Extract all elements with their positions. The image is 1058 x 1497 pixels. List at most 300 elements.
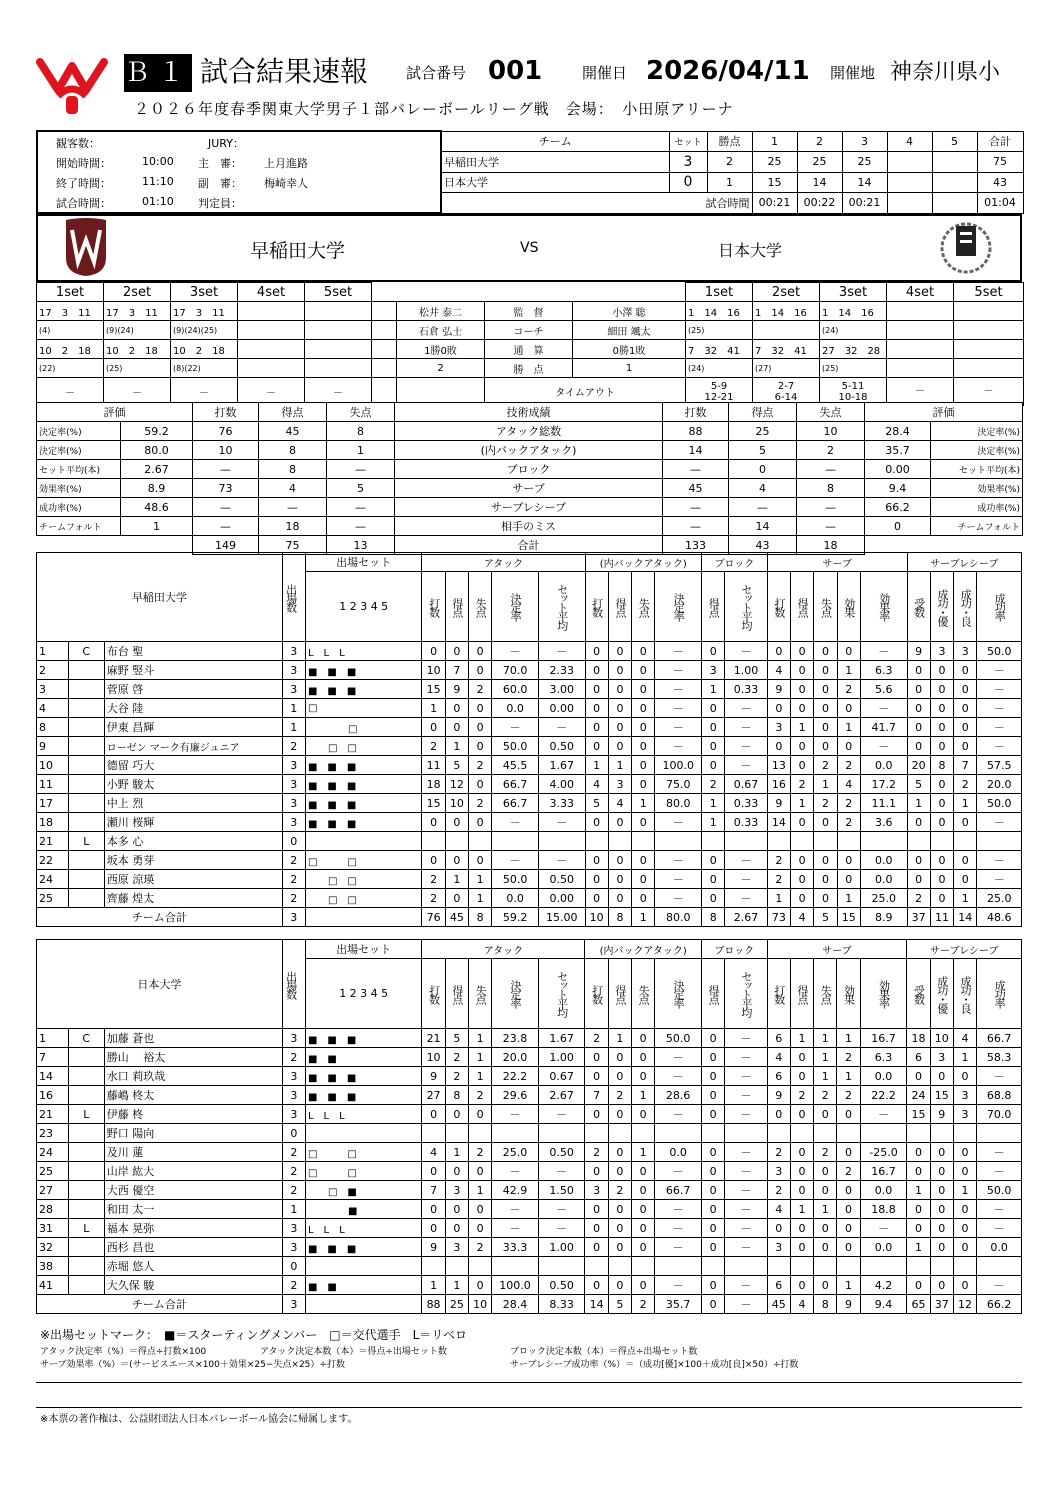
player-cell: 2 xyxy=(469,794,492,813)
player-cell: 25.0 xyxy=(492,1143,539,1162)
col-head-label: 失点 xyxy=(474,597,488,616)
team-total-cell: 76 xyxy=(422,908,445,927)
player-cell: 0.50 xyxy=(538,1143,585,1162)
player-cell: 1 xyxy=(469,870,492,889)
player-cell: 坂本 勇芽 xyxy=(104,851,282,870)
player-cell: 3 xyxy=(767,718,790,737)
player-cell: 11 xyxy=(422,756,445,775)
player-cell: 9 xyxy=(767,680,790,699)
player-cell: 0 xyxy=(791,661,814,680)
away-score-8: 43 xyxy=(977,172,1023,193)
tech-cell: 14 xyxy=(729,517,797,536)
player-cell: 0 xyxy=(814,718,837,737)
player-cell: 14 xyxy=(37,1067,69,1086)
player-cell: 1 xyxy=(790,1029,813,1048)
tech-head-3: 失点 xyxy=(327,403,395,422)
col-head-label: 受数 xyxy=(912,597,926,616)
player-cell: 及川 蓮 xyxy=(104,1143,282,1162)
player-cell: 18 xyxy=(37,813,69,832)
tech-total-1: 75 xyxy=(259,536,327,555)
player-cell xyxy=(701,1257,724,1276)
away-set-cell: (25) xyxy=(686,321,753,340)
player-cell: ■ ■ ■ xyxy=(305,775,421,794)
tech-cell: 2.67 xyxy=(121,460,193,479)
player-cell: 2 xyxy=(837,680,860,699)
player-cell: 0 xyxy=(814,813,837,832)
player-cell xyxy=(977,1257,1022,1276)
player-cell: 16.7 xyxy=(860,1162,907,1181)
player-cell xyxy=(655,1124,702,1143)
player-cell: 0 xyxy=(953,1238,976,1257)
player-cell: 0 xyxy=(282,1257,305,1276)
player-cell: 0 xyxy=(608,1219,631,1238)
away-staff-2: 0勝1敗 xyxy=(573,340,686,359)
away-set-cell: 7 32 41 xyxy=(686,340,753,359)
info-2-3: 梅崎幸人 xyxy=(264,177,308,190)
team-total-cell: 4 xyxy=(791,908,814,927)
player-cell: 2 xyxy=(422,889,445,908)
away-set-cell: (24) xyxy=(820,321,887,340)
player-cell: － xyxy=(977,813,1022,832)
player-cell: ■ ■ xyxy=(305,1048,421,1067)
team-total-cell: 11 xyxy=(930,908,953,927)
set4-time xyxy=(887,193,932,214)
player-cell: － xyxy=(538,642,585,661)
player-cell: 2 xyxy=(837,794,860,813)
home-set-cell: (8)(22) xyxy=(171,359,238,378)
player-cell: 0 xyxy=(930,1200,953,1219)
tech-cell: 35.7 xyxy=(865,441,931,460)
player-cell: 0 xyxy=(701,1162,724,1181)
away-set-label-2: 3set xyxy=(820,283,887,302)
tech-cell: 48.6 xyxy=(121,498,193,517)
tech-cell: チームフォルト xyxy=(931,517,1023,536)
player-cell: 0 xyxy=(930,775,953,794)
player-cell: － xyxy=(977,699,1022,718)
player-cell: 1 xyxy=(837,1276,860,1295)
player-cell: － xyxy=(725,1181,767,1200)
player-cell: 0 xyxy=(585,642,608,661)
player-cell: 57.5 xyxy=(977,756,1022,775)
team-total-cell: 37 xyxy=(930,1295,953,1314)
tech-total-6: 18 xyxy=(797,536,865,555)
player-cell: 0.0 xyxy=(655,1143,702,1162)
player-cell: － xyxy=(538,1219,585,1238)
head-recv: サーブレシーブ xyxy=(907,940,1022,959)
player-cell: 0 xyxy=(445,1162,468,1181)
away-set-cell: (27) xyxy=(753,359,820,378)
player-cell: 1 xyxy=(632,1086,655,1105)
away-score-2: 1 xyxy=(707,172,752,193)
player-cell: 3 xyxy=(930,1048,953,1067)
player-cell: － xyxy=(725,718,767,737)
head-block: ブロック xyxy=(702,553,768,572)
player-cell: － xyxy=(492,642,539,661)
player-cell xyxy=(790,1257,813,1276)
player-cell: L L L xyxy=(305,1219,421,1238)
player-cell: 1 xyxy=(702,813,725,832)
player-cell: 0.00 xyxy=(538,889,585,908)
tech-cell: サーブレシーブ xyxy=(395,498,663,517)
col-head-label: 成功率 xyxy=(993,980,1007,1007)
player-cell: 2 xyxy=(282,1143,305,1162)
player-cell xyxy=(701,1124,724,1143)
player-cell xyxy=(68,870,104,889)
col-head-label: 打数 xyxy=(772,984,786,1003)
staff-role-0: 監 督 xyxy=(485,302,573,321)
col-head-17 xyxy=(860,572,907,642)
player-cell: 4.2 xyxy=(860,1276,907,1295)
player-cell: 0 xyxy=(585,851,608,870)
player-cell: 0 xyxy=(608,661,631,680)
home-set-cell: (9)(24) xyxy=(104,321,171,340)
col-head-4 xyxy=(469,572,492,642)
player-cell: 本多 心 xyxy=(104,832,282,851)
player-cell: 0 xyxy=(767,737,790,756)
player-cell: 17.2 xyxy=(860,775,907,794)
tech-cell: 9.4 xyxy=(865,479,931,498)
player-cell: 21 xyxy=(422,1029,445,1048)
team-total-cell: 88 xyxy=(422,1295,445,1314)
tech-cell: 決定率(%) xyxy=(931,441,1023,460)
player-cell: 0 xyxy=(701,1105,724,1124)
player-cell: － xyxy=(655,1067,702,1086)
tech-cell: — xyxy=(193,460,259,479)
player-cell xyxy=(538,1124,585,1143)
away-set-cell: 5-11 10-18 xyxy=(820,378,887,406)
away-score-3: 15 xyxy=(752,172,797,193)
player-cell: 0 xyxy=(585,1200,608,1219)
home-set-label-3: 4set xyxy=(238,283,305,302)
player-cell: 13 xyxy=(767,756,790,775)
player-cell: 18 xyxy=(422,775,445,794)
player-cell: 28 xyxy=(37,1200,69,1219)
player-cell: 0 xyxy=(701,1029,724,1048)
player-cell: 1 xyxy=(814,1067,837,1086)
player-cell: － xyxy=(725,642,767,661)
player-cell: 0 xyxy=(814,870,837,889)
player-cell: 2 xyxy=(282,1162,305,1181)
away-set-cell xyxy=(954,359,1024,378)
player-cell: 0.0 xyxy=(860,1181,907,1200)
player-cell: 7 xyxy=(445,661,468,680)
home-score-7 xyxy=(932,152,977,173)
col-head-label: 得点 xyxy=(795,984,809,1003)
player-cell xyxy=(305,832,421,851)
tech-cell: 66.2 xyxy=(865,498,931,517)
player-cell: 3 xyxy=(954,642,977,661)
player-cell: 1 xyxy=(702,794,725,813)
player-cell: 2 xyxy=(907,889,930,908)
venue-value: 神奈川県小 xyxy=(890,60,1001,85)
col-head-label: 得点 xyxy=(707,984,721,1003)
player-cell: 0 xyxy=(632,1029,655,1048)
col-head-2 xyxy=(422,572,445,642)
player-cell: 0 xyxy=(422,1200,445,1219)
player-cell: 0.67 xyxy=(538,1067,585,1086)
player-cell: 0 xyxy=(814,851,837,870)
player-cell: － xyxy=(725,870,767,889)
col-head-label: 決定率 xyxy=(672,980,686,1007)
sets-blank xyxy=(372,283,686,302)
player-cell: ■ ■ ■ xyxy=(305,1067,421,1086)
player-cell xyxy=(68,1162,104,1181)
col-head-2 xyxy=(422,959,445,1029)
player-cell: 0 xyxy=(632,756,655,775)
played-count-head xyxy=(282,553,305,642)
set1-time: 00:21 xyxy=(752,193,797,214)
home-set-cell xyxy=(238,302,305,321)
player-cell: 0 xyxy=(814,737,837,756)
player-cell: 0.0 xyxy=(492,889,539,908)
player-cell: 0.00 xyxy=(538,699,585,718)
player-cell: 0 xyxy=(953,1200,976,1219)
player-cell: 0 xyxy=(701,1067,724,1086)
formula-attack: アタック決定率（%）＝得点÷打数×100 xyxy=(40,1347,207,1357)
player-cell: 18.8 xyxy=(860,1200,907,1219)
player-cell: 16 xyxy=(767,775,790,794)
player-cell: 2 xyxy=(837,813,860,832)
col-head-7 xyxy=(585,572,608,642)
player-cell xyxy=(977,832,1022,851)
player-cell: 0 xyxy=(930,737,953,756)
player-cell: 0 xyxy=(585,870,608,889)
player-cell xyxy=(907,1257,930,1276)
player-cell: 0 xyxy=(608,889,631,908)
player-cell: 加藤 蒼也 xyxy=(104,1029,282,1048)
player-cell: 麻野 竪斗 xyxy=(104,661,282,680)
player-cell: 山岸 紘大 xyxy=(104,1162,282,1181)
player-cell: 15 xyxy=(422,680,445,699)
team-total-cell: 1 xyxy=(632,908,655,927)
player-cell: 0 xyxy=(469,851,492,870)
player-cell: 0 xyxy=(445,1219,468,1238)
team-total-cell: 15.00 xyxy=(538,908,585,927)
col-head-15 xyxy=(814,959,837,1029)
divider xyxy=(36,1407,1022,1408)
player-cell: ■ ■ ■ xyxy=(305,794,421,813)
player-cell: 齊藤 煌太 xyxy=(104,889,282,908)
away-set-cell xyxy=(887,321,954,340)
player-cell xyxy=(492,832,539,851)
player-cell: 0 xyxy=(632,718,655,737)
player-cell: － xyxy=(538,1200,585,1219)
team-total-cell: 2.67 xyxy=(725,908,767,927)
col-head-1: 1 2 3 4 5 xyxy=(305,572,421,642)
player-cell: 1 xyxy=(608,756,631,775)
away-set-cell: 27 32 28 xyxy=(820,340,887,359)
player-cell xyxy=(305,1257,421,1276)
info-1-3: 上月進路 xyxy=(264,157,308,170)
head-attack: アタック xyxy=(422,553,585,572)
tech-cell: 決定率(%) xyxy=(37,422,121,441)
player-cell: 0 xyxy=(445,642,468,661)
col-head-8 xyxy=(608,959,631,1029)
player-cell: 50.0 xyxy=(977,642,1022,661)
player-cell: － xyxy=(725,699,767,718)
player-cell: 0 xyxy=(469,737,492,756)
player-cell: 38 xyxy=(37,1257,69,1276)
player-cell: 0 xyxy=(585,1048,608,1067)
col-head-14 xyxy=(790,959,813,1029)
player-cell: 5.6 xyxy=(860,680,907,699)
head-set: 出場セット xyxy=(305,553,421,572)
player-cell: 0 xyxy=(907,1143,930,1162)
tech-cell: 8 xyxy=(259,441,327,460)
info-1-0: 開始時間： xyxy=(56,157,111,170)
player-cell: 0 xyxy=(422,718,445,737)
player-cell xyxy=(860,1124,907,1143)
player-cell: 80.0 xyxy=(655,794,702,813)
player-cell: － xyxy=(655,1105,702,1124)
player-cell: 0 xyxy=(422,1105,445,1124)
player-cell: 0 xyxy=(608,699,631,718)
player-cell: 2 xyxy=(469,756,492,775)
player-cell: L xyxy=(68,1105,104,1124)
player-cell: 0 xyxy=(907,1162,930,1181)
player-cell: 0 xyxy=(837,1238,860,1257)
player-cell: 0 xyxy=(608,1143,631,1162)
home-set-label-1: 2set xyxy=(104,283,171,302)
player-cell: 9 xyxy=(767,794,790,813)
player-cell: 1 xyxy=(907,1238,930,1257)
player-cell: 2 xyxy=(282,851,305,870)
player-cell xyxy=(814,1124,837,1143)
home-set-cell: － xyxy=(238,378,305,406)
player-cell: 0 xyxy=(632,1105,655,1124)
player-cell: 1.00 xyxy=(725,661,767,680)
player-cell: 0 xyxy=(814,1238,837,1257)
player-cell xyxy=(860,832,907,851)
player-cell: 0.0 xyxy=(860,1238,907,1257)
away-score-6 xyxy=(887,172,932,193)
player-cell: － xyxy=(655,680,702,699)
player-cell: － xyxy=(977,661,1022,680)
player-cell: 大西 優空 xyxy=(104,1181,282,1200)
player-cell xyxy=(725,832,767,851)
home-set-label-4: 5set xyxy=(305,283,372,302)
team-total-cell: 45 xyxy=(445,908,468,927)
sets-gap xyxy=(372,302,397,321)
player-cell: － xyxy=(977,1200,1022,1219)
player-cell: 0 xyxy=(907,870,930,889)
player-cell: 2 xyxy=(282,889,305,908)
player-cell: 0 xyxy=(953,1143,976,1162)
player-cell: 0 xyxy=(608,813,631,832)
player-cell: 0 xyxy=(814,1105,837,1124)
tech-cell: — xyxy=(327,498,395,517)
player-cell: 0 xyxy=(702,756,725,775)
col-head-label: 得点 xyxy=(450,597,464,616)
team-total-cell xyxy=(305,908,421,927)
match-time-label: 試合時間 xyxy=(441,193,752,214)
sb-head-2: 2 xyxy=(797,131,842,152)
player-cell xyxy=(492,1124,539,1143)
col-head-label: 失点 xyxy=(474,984,488,1003)
player-cell: 27 xyxy=(422,1086,445,1105)
home-score-5: 25 xyxy=(842,152,887,173)
info-1-1: 10:00 xyxy=(142,155,174,168)
player-cell: 8 xyxy=(930,756,953,775)
col-head-12 xyxy=(725,959,767,1029)
player-cell: 福本 晃弥 xyxy=(104,1219,282,1238)
away-set-label-1: 2set xyxy=(753,283,820,302)
col-head-11 xyxy=(702,572,725,642)
tech-cell: 5 xyxy=(327,479,395,498)
head-attack: アタック xyxy=(422,940,585,959)
player-cell: 0 xyxy=(837,870,860,889)
player-cell: 3 xyxy=(445,1181,468,1200)
team-total-cell: 65 xyxy=(907,1295,930,1314)
player-cell: 10 xyxy=(422,1048,445,1067)
player-cell: 0 xyxy=(954,870,977,889)
away-set-cell: 1 14 16 xyxy=(686,302,753,321)
col-head-label: 効果 xyxy=(842,597,856,616)
team-total-cell: 5 xyxy=(814,908,837,927)
player-cell: 11 xyxy=(37,775,69,794)
player-cell: 17 xyxy=(37,794,69,813)
player-cell: 0 xyxy=(907,1067,930,1086)
team-total-cell: 35.7 xyxy=(655,1295,702,1314)
head-recv: サーブレシーブ xyxy=(907,553,1021,572)
tech-cell: 45 xyxy=(259,422,327,441)
player-cell: ■ ■ ■ xyxy=(305,661,421,680)
col-head-label: セット平均 xyxy=(555,971,569,1016)
player-cell: 0 xyxy=(468,1105,491,1124)
player-cell: 1 xyxy=(445,870,468,889)
formula-receive: サーブレシーブ成功率（%）＝（成功[優]×100＋成功[良]×50）÷打数 xyxy=(510,1360,799,1370)
player-cell: 1 xyxy=(608,1029,631,1048)
player-cell: 2 xyxy=(814,1086,837,1105)
player-cell: 2 xyxy=(469,680,492,699)
col-head-label: 打数 xyxy=(427,984,441,1003)
player-cell xyxy=(837,1257,860,1276)
team-total-cell: 37 xyxy=(907,908,930,927)
player-cell: 0 xyxy=(791,642,814,661)
col-head-16 xyxy=(837,959,860,1029)
player-cell: 0 xyxy=(814,661,837,680)
team-total-cell: 10 xyxy=(468,1295,491,1314)
player-cell: 9 xyxy=(422,1067,445,1086)
player-cell xyxy=(585,832,608,851)
player-cell: 1 xyxy=(814,1029,837,1048)
player-cell: 3 xyxy=(282,1105,305,1124)
sb-head-points: 勝点 xyxy=(707,131,752,152)
player-cell xyxy=(608,832,631,851)
player-cell xyxy=(930,1257,953,1276)
player-cell: 8 xyxy=(37,718,69,737)
player-cell: 0 xyxy=(632,889,655,908)
player-cell: 2 xyxy=(585,1143,608,1162)
player-cell xyxy=(68,680,104,699)
away-set-label-4: 5set xyxy=(954,283,1024,302)
player-cell: 0 xyxy=(702,870,725,889)
player-cell: 0 xyxy=(445,889,468,908)
player-cell: 2 xyxy=(814,1143,837,1162)
player-cell: ■ ■ xyxy=(305,1276,421,1295)
home-set-cell: (9)(24)(25) xyxy=(171,321,238,340)
player-cell: － xyxy=(655,699,702,718)
player-cell: － xyxy=(655,718,702,737)
staff-role-2: 通 算 xyxy=(485,340,573,359)
col-head-label: 得点 xyxy=(613,984,627,1003)
player-cell: 50.0 xyxy=(977,794,1022,813)
tech-stats-table xyxy=(36,402,1023,555)
player-cell: 布台 聖 xyxy=(104,642,282,661)
tech-cell: チームフォルト xyxy=(37,517,121,536)
player-cell xyxy=(585,1257,608,1276)
player-cell: 8 xyxy=(445,1086,468,1105)
